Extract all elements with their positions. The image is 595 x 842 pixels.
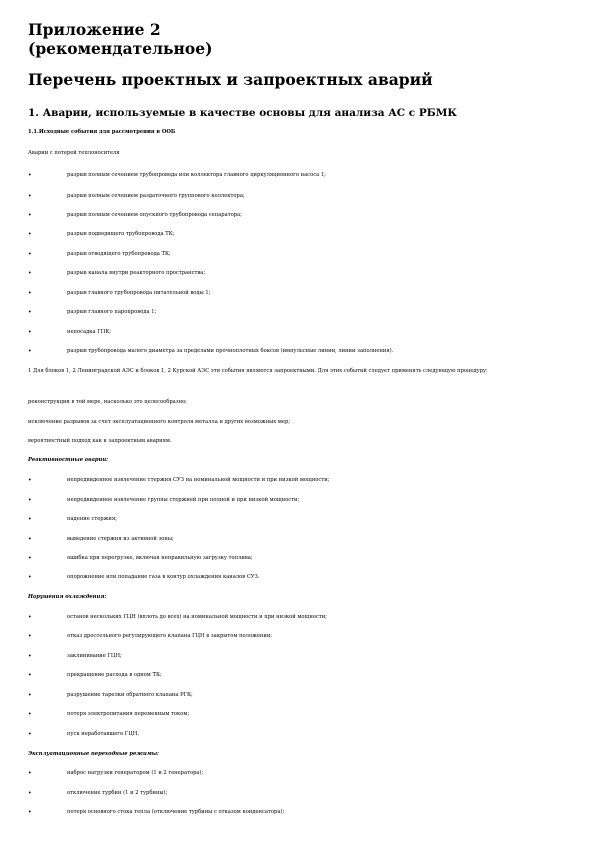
list-item: разрыв канала внутри реакторного пространства; xyxy=(67,270,206,276)
group-title-reactivity: Реактивностные аварии: xyxy=(28,457,109,463)
bullet: • xyxy=(28,711,32,718)
bullet: • xyxy=(28,809,32,816)
bullet: • xyxy=(28,672,32,679)
bullet: • xyxy=(28,574,32,581)
bullet: • xyxy=(28,348,32,355)
footnote-paragraph: 1 Для блоков 1, 2 Ленинградской АЭС и блоков 1, 2 Курской АЭС эти события являются запроектными. Для этих событий следует применять следующую процедуру: xyxy=(28,368,488,374)
list-item: разрыв подводящего трубопровода ТК; xyxy=(67,231,175,237)
main-heading: Перечень проектных и запроектных аварий xyxy=(28,70,433,89)
bullet: • xyxy=(28,497,32,504)
group-title-cooling: Нарушения охлаждения: xyxy=(28,594,107,600)
note-paragraph: вероятностный подход как к запроектным авариям. xyxy=(28,438,172,444)
bullet: • xyxy=(28,516,32,523)
bullet: • xyxy=(28,731,32,738)
list-item: останов нескольких ГЦН (вплоть до всех) на номинальной мощности и при низкой мощности; xyxy=(67,614,327,620)
list-item: пуск неработавшего ГЦН. xyxy=(67,731,139,737)
list-item: разрыв полным сечением трубопровода или коллектора главного циркуляционного насоса 1; xyxy=(67,172,326,178)
list-item: потеря основного стока тепла (отключение турбины с отказом конденсатора); xyxy=(67,809,285,815)
bullet: • xyxy=(28,212,32,219)
list-item: разрыв отводящего трубопровода ТК; xyxy=(67,251,171,257)
note-paragraph: реконструкция в той мере, насколько это целесообразно; xyxy=(28,399,187,405)
group-title-loca: Аварии с потерей теплоносителя xyxy=(28,150,120,156)
bullet: • xyxy=(28,770,32,777)
bullet: • xyxy=(28,231,32,238)
appendix-subtitle: (рекомендательное) xyxy=(28,39,213,58)
list-item: падение стержня; xyxy=(67,516,117,522)
list-item: разрыв главного трубопровода питательной воды 1; xyxy=(67,290,211,296)
list-item: разрыв полным сечением опускного трубопровода сепаратора; xyxy=(67,212,242,218)
list-item: ошибка при перегрузке, включая неправильную загрузку топлива; xyxy=(67,555,253,561)
list-item: разрыв полным сечением раздаточного группового коллектора; xyxy=(67,193,245,199)
list-item: отказ дроссельного регулирующего клапана ГЦН в закрытом положении; xyxy=(67,633,273,639)
list-item: прекращение расхода в одном ТК; xyxy=(67,672,162,678)
bullet: • xyxy=(28,555,32,562)
list-item: выведение стержня из активной зоны; xyxy=(67,536,174,542)
bullet: • xyxy=(28,193,32,200)
bullet: • xyxy=(28,633,32,640)
list-item: непредвиденное извлечение группы стержней при полной и при низкой мощности; xyxy=(67,497,300,503)
bullet: • xyxy=(28,653,32,660)
list-item: наброс нагрузки генератором (1 и 2 генератора); xyxy=(67,770,204,776)
bullet: • xyxy=(28,251,32,258)
list-item: разрыв главного паропровода 1; xyxy=(67,309,157,315)
appendix-title: Приложение 2 xyxy=(28,20,161,39)
list-item: разрыв трубопровода малого диаметра за пределами прочноплотных боксов (импульсные линии, линии заполнения). xyxy=(67,348,394,354)
note-paragraph: исключение разрывов за счет эксплуатационного контроля металла и других возможных мер; xyxy=(28,419,291,425)
bullet: • xyxy=(28,536,32,543)
group-title-transients: Эксплуатационные переходные режимы: xyxy=(28,751,159,757)
bullet: • xyxy=(28,172,32,179)
bullet: • xyxy=(28,692,32,699)
bullet: • xyxy=(28,290,32,297)
list-item: опорожнение или попадание газа в контур охлаждения каналов СУЗ. xyxy=(67,574,260,580)
bullet: • xyxy=(28,270,32,277)
bullet: • xyxy=(28,790,32,797)
list-item: разрушение тарелки обратного клапана РГК; xyxy=(67,692,193,698)
subsection-heading: 1.1.Исходные события для рассмотрения в ООБ xyxy=(28,129,176,135)
bullet: • xyxy=(28,477,32,484)
list-item: непосадка ГПК; xyxy=(67,329,112,335)
section-heading: 1. Аварии, используемые в качестве основы для анализа АС с РБМК xyxy=(28,107,457,119)
bullet: • xyxy=(28,614,32,621)
bullet: • xyxy=(28,309,32,316)
list-item: отключение турбин (1 и 2 турбины); xyxy=(67,790,168,796)
bullet: • xyxy=(28,329,32,336)
list-item: потеря электропитания переменным током; xyxy=(67,711,190,717)
list-item: заклинивание ГЦН; xyxy=(67,653,122,659)
list-item: непредвиденное извлечение стержня СУЗ на номинальной мощности и при низкой мощности; xyxy=(67,477,330,483)
